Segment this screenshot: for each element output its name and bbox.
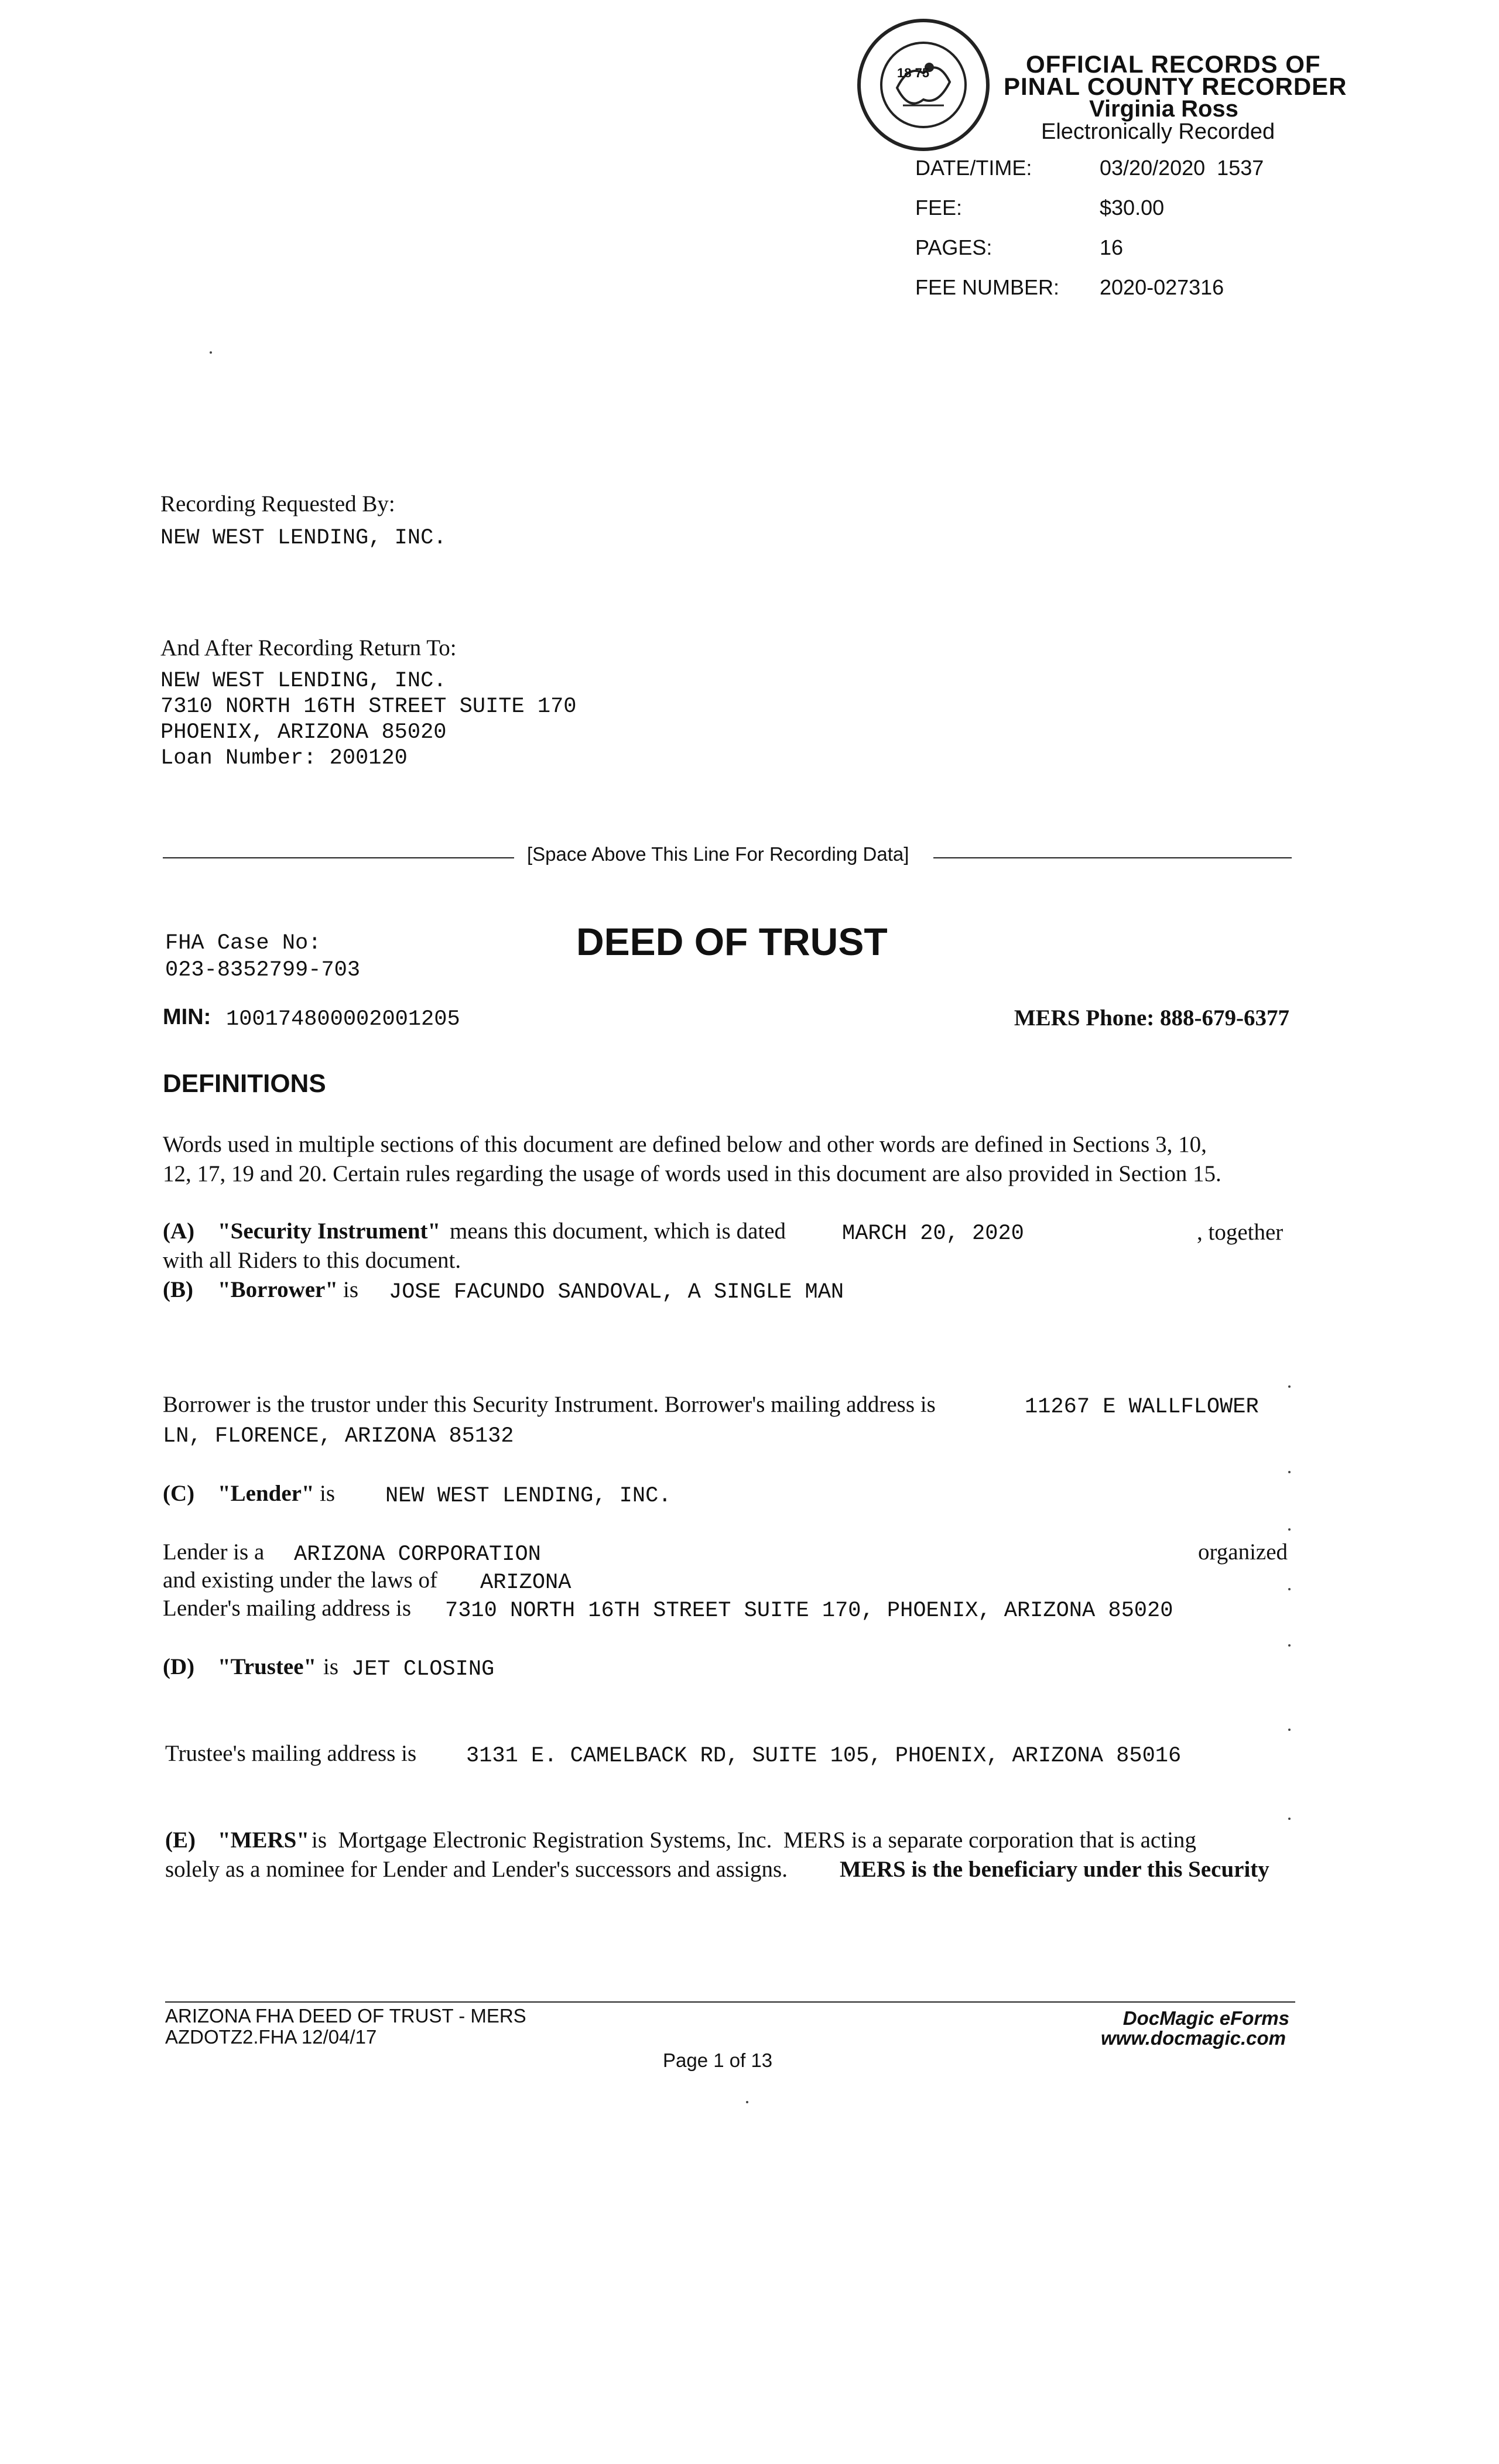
definition-e-bold-tail: MERS is the beneficiary under this Security (840, 1857, 1269, 1882)
stray-mark (1288, 1729, 1291, 1731)
min-label: MIN: (163, 1005, 211, 1029)
fee-number-label: FEE NUMBER: (915, 275, 1060, 299)
lender-is-a-text: Lender is a (163, 1539, 265, 1565)
trustee-mailing-text: Trustee's mailing address is (165, 1741, 417, 1766)
min-number: 100174800002001205 (226, 1007, 460, 1032)
security-instrument-date: MARCH 20, 2020 (842, 1221, 1024, 1246)
lender-name: NEW WEST LENDING, INC. (385, 1484, 672, 1508)
loan-number: Loan Number: 200120 (160, 746, 408, 771)
docmagic-logo: DocMagic eForms (1122, 2007, 1289, 2029)
recorder-line2: PINAL COUNTY RECORDER (1004, 73, 1347, 100)
mers-phone: MERS Phone: 888-679-6377 (1014, 1005, 1289, 1031)
trustee-address: 3131 E. CAMELBACK RD, SUITE 105, PHOENIX, ARIZONA 85016 (466, 1744, 1182, 1768)
stray-mark (1288, 1471, 1291, 1473)
return-to-line: 7310 NORTH 16TH STREET SUITE 170 (160, 694, 577, 719)
lender-entity-type: ARIZONA CORPORATION (294, 1542, 541, 1567)
definition-b-letter: (B) (163, 1277, 193, 1302)
recorder-line1: OFFICIAL RECORDS OF (1026, 50, 1321, 78)
pages-label: PAGES: (915, 235, 993, 259)
definitions-intro-line: Words used in multiple sections of this document are defined below and other words are defined in Sections 3, 10, (163, 1132, 1207, 1157)
pages-value: 16 (1100, 235, 1124, 259)
recording-requested-value: NEW WEST LENDING, INC. (160, 526, 447, 550)
space-above-line-label: [Space Above This Line For Recording Data] (527, 843, 909, 865)
definition-d-is: is (323, 1654, 339, 1679)
form-title: ARIZONA FHA DEED OF TRUST - MERS (165, 2005, 526, 2027)
stray-mark (1288, 1818, 1291, 1820)
return-to-line: NEW WEST LENDING, INC. (160, 669, 447, 693)
lender-mailing-text: Lender's mailing address is (163, 1596, 412, 1621)
definition-a-text: means this document, which is dated (450, 1219, 786, 1244)
definition-a-letter: (A) (163, 1219, 195, 1244)
definition-c-letter: (C) (163, 1481, 195, 1506)
definition-a-together: , together (1197, 1220, 1284, 1245)
fee-number-value: 2020-027316 (1100, 275, 1224, 299)
recording-rule-right (933, 857, 1292, 858)
definitions-heading: DEFINITIONS (163, 1069, 326, 1098)
footer-rule (165, 2001, 1295, 2003)
lender-address: 7310 NORTH 16TH STREET SUITE 170, PHOENIX, ARIZONA 85020 (445, 1599, 1173, 1623)
definition-e-text: solely as a nominee for Lender and Lender's successors and assigns. (165, 1857, 788, 1882)
fee-label: FEE: (915, 196, 963, 220)
recording-requested-label: Recording Requested By: (160, 491, 395, 516)
definitions-intro-line: 12, 17, 19 and 20. Certain rules regarding the usage of words used in this document are also provided in Section 15. (163, 1161, 1221, 1186)
datetime-label: DATE/TIME: (915, 156, 1032, 180)
recording-rule-left (163, 857, 514, 858)
stray-mark (1288, 1528, 1291, 1531)
definition-e-text: is Mortgage Electronic Registration Systems, Inc. MERS is a separate corporation that is acting (312, 1828, 1196, 1853)
recorder-status: Electronically Recorded (1041, 119, 1275, 144)
borrower-address-line1: 11267 E WALLFLOWER (1025, 1395, 1259, 1419)
return-to-label: And After Recording Return To: (160, 635, 457, 661)
borrower-address-line2: LN, FLORENCE, ARIZONA 85132 (163, 1424, 514, 1449)
definition-d-letter: (D) (163, 1654, 195, 1679)
return-to-line: PHOENIX, ARIZONA 85020 (160, 720, 447, 745)
existing-under-text: and existing under the laws of (163, 1568, 437, 1593)
definition-b-term: "Borrower" (218, 1277, 338, 1302)
seal-years: 18 75 (897, 66, 930, 80)
stray-mark (1288, 1644, 1291, 1647)
page-number: Page 1 of 13 (663, 2049, 773, 2071)
stray-mark (210, 351, 212, 354)
borrower-trustor-text: Borrower is the trustor under this Security Instrument. Borrower's mailing address is (163, 1392, 936, 1417)
county-seal (856, 18, 991, 152)
definition-d-term: "Trustee" (218, 1654, 317, 1679)
stray-mark (746, 2101, 748, 2103)
organized-text: organized (1198, 1539, 1288, 1565)
recorder-name: Virginia Ross (1089, 96, 1238, 122)
fha-case-number: 023-8352799-703 (165, 958, 361, 983)
definition-a-term: "Security Instrument" (218, 1219, 441, 1244)
fee-value: $30.00 (1100, 196, 1165, 220)
stray-mark (1288, 1385, 1291, 1388)
definition-a-line2: with all Riders to this document. (163, 1248, 461, 1273)
fha-case-label: FHA Case No: (165, 931, 321, 956)
definition-b-is: is (343, 1277, 359, 1302)
borrower-name: JOSE FACUNDO SANDOVAL, A SINGLE MAN (389, 1280, 844, 1305)
definition-c-term: "Lender" (218, 1481, 314, 1506)
document-title: DEED OF TRUST (576, 920, 888, 963)
lender-state: ARIZONA (480, 1570, 571, 1595)
definition-c-is: is (320, 1481, 336, 1506)
docmagic-url: www.docmagic.com (1100, 2027, 1286, 2049)
datetime-value: 03/20/2020 1537 (1100, 156, 1264, 180)
stray-mark (1288, 1588, 1291, 1590)
form-code: AZDOTZ2.FHA 12/04/17 (165, 2026, 377, 2048)
trustee-name: JET CLOSING (351, 1657, 495, 1682)
definition-e-letter: (E) (165, 1828, 196, 1853)
definition-e-term: "MERS" (218, 1828, 309, 1853)
